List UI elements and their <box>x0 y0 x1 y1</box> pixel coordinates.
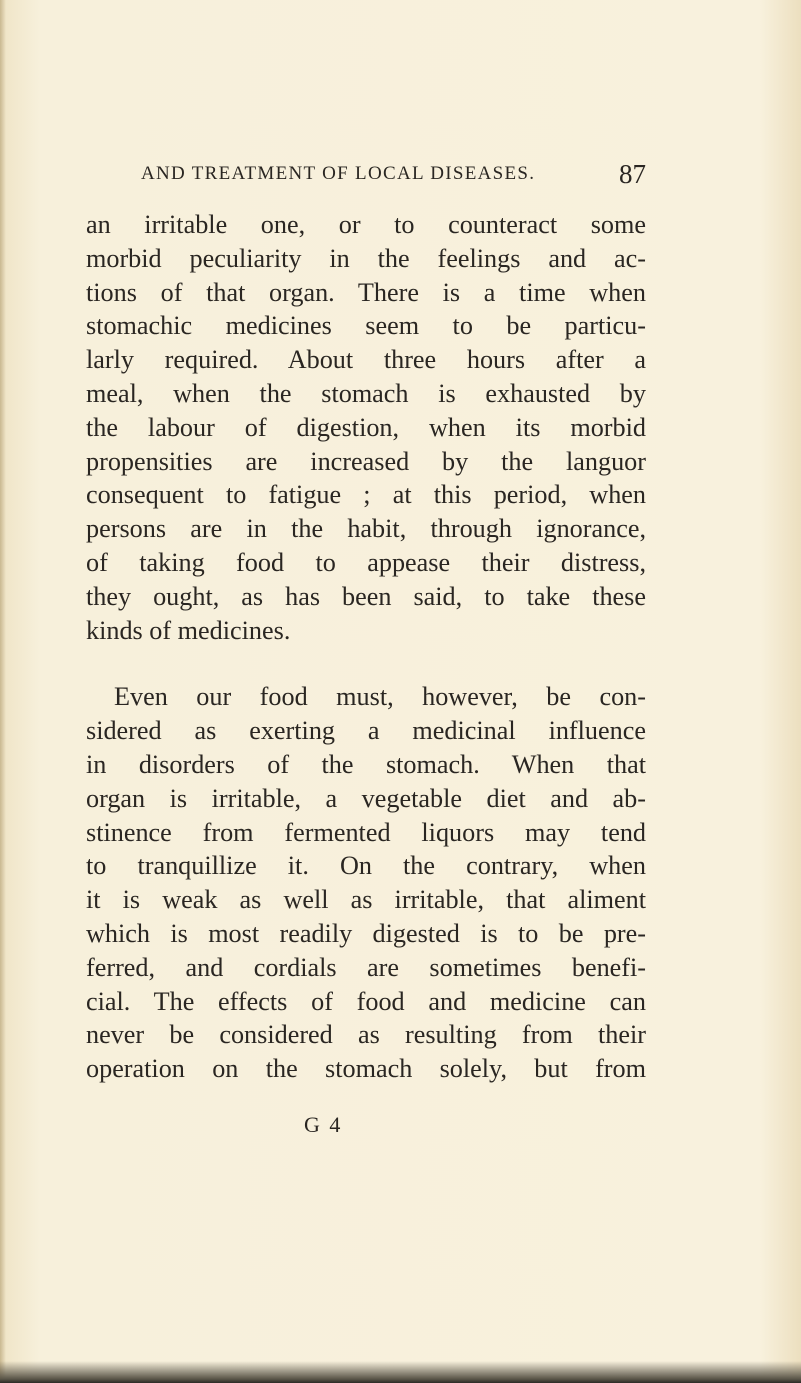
text-line: never be considered as resulting from their <box>86 1020 646 1050</box>
signature-mark: G 4 <box>304 1112 343 1137</box>
text-line: propensities are increased by the languor <box>86 446 646 476</box>
text-line: larly required. About three hours after a <box>86 345 646 375</box>
text-line: Even our food must, however, be con- <box>114 682 646 712</box>
text-line: the labour of digestion, when its morbid <box>86 412 646 442</box>
paragraph-2 <box>86 680 646 1086</box>
text-line: stinence from fermented liquors may tend <box>86 817 646 847</box>
page-number: 87 <box>619 159 646 189</box>
text-line: meal, when the stomach is exhausted by <box>86 378 646 408</box>
text-line: in disorders of the stomach. When that <box>86 749 646 779</box>
running-head <box>141 159 646 193</box>
text-line: which is most readily digested is to be pre- <box>86 918 646 948</box>
running-title: AND TREATMENT OF LOCAL DISEASES. <box>141 163 536 184</box>
text-line: it is weak as well as irritable, that aliment <box>86 885 646 915</box>
page-gutter-shadow <box>0 0 6 1383</box>
text-line: consequent to fatigue ; at this period, when <box>86 480 646 510</box>
text-line: persons are in the habit, through ignorance, <box>86 514 646 544</box>
text-line: ferred, and cordials are sometimes benefi- <box>86 952 646 982</box>
text-line: morbid peculiarity in the feelings and ac- <box>86 243 646 273</box>
text-line: kinds of medicines. <box>86 615 291 645</box>
paragraph-gap <box>86 647 646 680</box>
paragraph-1 <box>86 208 646 647</box>
text-line: operation on the stomach solely, but from <box>86 1054 646 1084</box>
text-line: of taking food to appease their distress, <box>86 547 646 577</box>
page-bottom-edge <box>0 1361 801 1383</box>
text-line: an irritable one, or to counteract some <box>86 210 646 239</box>
text-line: to tranquillize it. On the contrary, when <box>86 851 646 881</box>
text-line: organ is irritable, a vegetable diet and ab- <box>86 783 646 813</box>
text-line: stomachic medicines seem to be particu- <box>86 311 646 341</box>
body-text <box>86 208 646 1086</box>
text-line: sidered as exerting a medicinal influence <box>86 716 646 746</box>
text-line: tions of that organ. There is a time when <box>86 277 646 307</box>
text-line: cial. The effects of food and medicine can <box>86 986 646 1016</box>
text-line: they ought, as has been said, to take these <box>86 581 646 611</box>
